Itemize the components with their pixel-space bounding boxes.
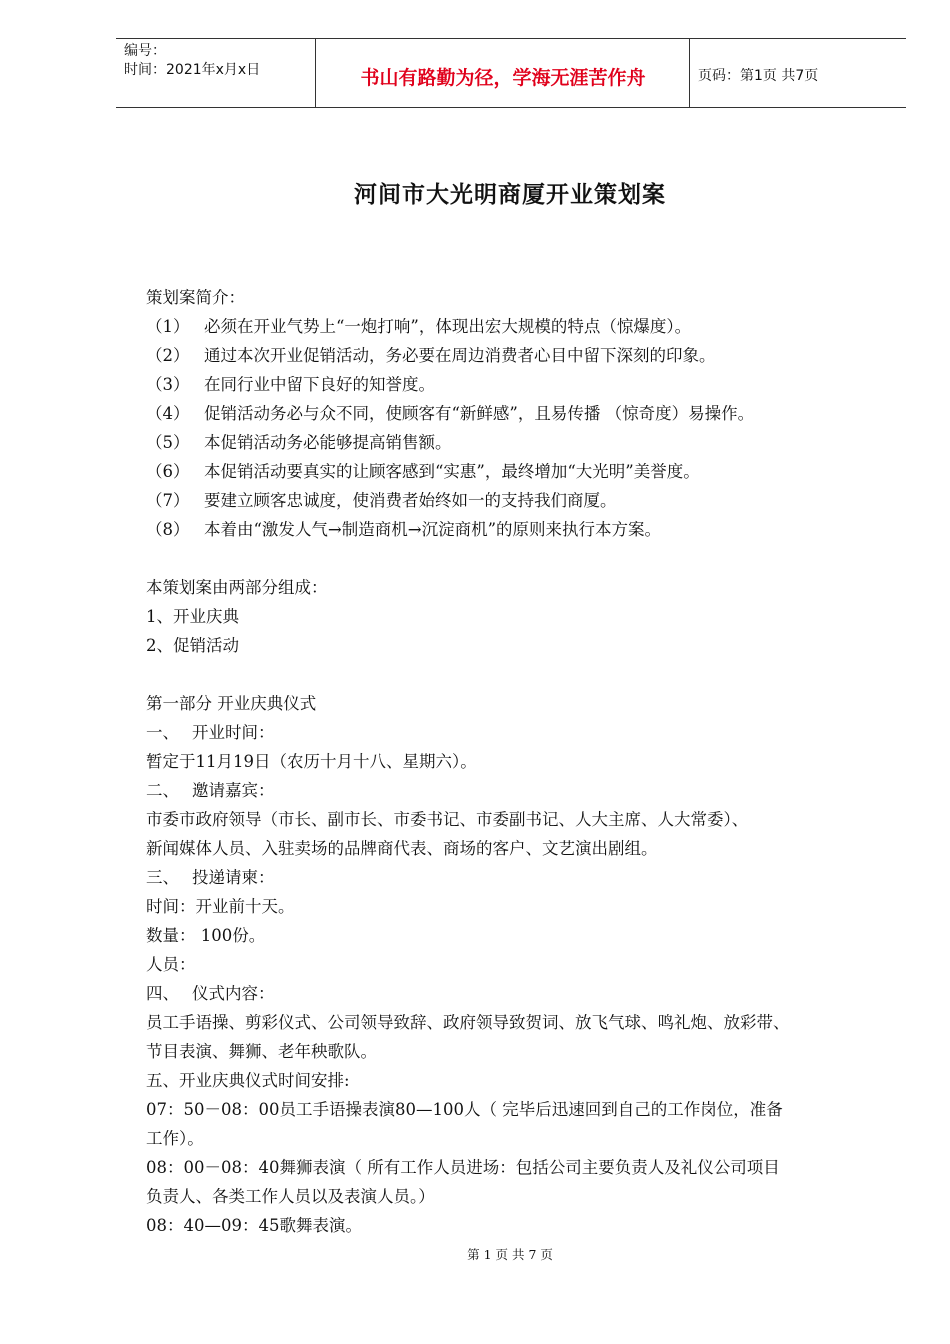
invitation-quantity: 数量： 100份。	[146, 926, 266, 945]
document-body	[146, 283, 891, 1240]
header-date: 时间：2021年x月x日	[124, 62, 261, 78]
document-title: 河间市大光明商厦开业策划案	[354, 182, 666, 208]
section-number: 四、	[146, 984, 179, 1003]
intro-item	[146, 457, 891, 486]
intro-item-number: （1）	[146, 317, 190, 336]
section-number: 三、	[146, 868, 179, 887]
intro-item-number: （4）	[146, 404, 190, 423]
section-title: 开业时间：	[192, 723, 275, 742]
guests-text-line-2: 新闻媒体人员、入驻卖场的品牌商代表、商场的客户、文艺演出剧组。	[146, 839, 658, 858]
schedule-item-1-line-1: 07：50－08：00员工手语操表演80—100人（ 完毕后迅速回到自己的工作岗位，准备	[146, 1100, 783, 1119]
intro-item-text: 在同行业中留下良好的知誉度。	[204, 375, 435, 394]
intro-item	[146, 312, 891, 341]
intro-item-number: （7）	[146, 491, 190, 510]
guests-text-line-1: 市委市政府领导（市长、副市长、市委书记、市委副书记、人大主席、人大常委）、	[146, 810, 749, 829]
intro-item-number: （6）	[146, 462, 190, 481]
section-title: 投递请柬：	[192, 868, 275, 887]
intro-item-text: 本促销活动务必能够提高销售额。	[204, 433, 452, 452]
intro-item-number: （8）	[146, 520, 190, 539]
intro-item-number: （2）	[146, 346, 190, 365]
intro-item	[146, 428, 891, 457]
schedule-item-1-line-2: 工作）。	[146, 1129, 204, 1148]
schedule-item-2-line-1: 08：00－08：40舞狮表演（ 所有工作人员进场：包括公司主要负责人及礼仪公司项目	[146, 1158, 780, 1177]
paragraph-gap	[146, 660, 891, 689]
header-top-rule	[116, 38, 906, 39]
section-title: 仪式内容：	[192, 984, 275, 1003]
schedule-item-2-line-2: 负责人、各类工作人员以及表演人员。）	[146, 1187, 435, 1206]
intro-item	[146, 341, 891, 370]
page-footer: 第 1 页 共 7 页	[467, 1247, 553, 1262]
section-ceremony-content	[146, 979, 891, 1008]
intro-item-text: 促销活动务必与众不同，使顾客有“新鲜感”，且易传播 （惊奇度）易操作。	[204, 404, 755, 423]
ceremony-content-line-2: 节目表演、舞狮、老年秧歌队。	[146, 1042, 377, 1061]
opening-date-text: 暂定于11月19日（农历十月十八、星期六）。	[146, 752, 477, 771]
section-invitations	[146, 863, 891, 892]
intro-item-text: 本促销活动要真实的让顾客感到“实惠”，最终增加“大光明”美誉度。	[204, 462, 700, 481]
section-guests	[146, 776, 891, 805]
page-header	[116, 38, 906, 108]
intro-item-text: 通过本次开业促销活动，务必要在周边消费者心目中留下深刻的印象。	[204, 346, 716, 365]
section-schedule-title: 五、开业庆典仪式时间安排:	[146, 1071, 350, 1090]
paragraph-gap	[146, 544, 891, 573]
intro-item-text: 必须在开业气势上“一炮打响”，体现出宏大规模的特点（惊爆度）。	[204, 317, 692, 336]
intro-item-number: （3）	[146, 375, 190, 394]
header-number-label: 编号：	[124, 43, 166, 59]
part-one-heading: 第一部分 开业庆典仪式	[146, 694, 317, 713]
composition-heading: 本策划案由两部分组成：	[146, 578, 328, 597]
intro-list	[146, 312, 891, 544]
invitation-staff: 人员：	[146, 955, 196, 974]
invitation-time: 时间：开业前十天。	[146, 897, 295, 916]
section-title: 邀请嘉宾：	[192, 781, 275, 800]
intro-item-text: 要建立顾客忠诚度，使消费者始终如一的支持我们商厦。	[204, 491, 617, 510]
composition-part-1: 1、开业庆典	[146, 607, 239, 626]
header-bottom-rule	[116, 107, 906, 108]
section-opening-time	[146, 718, 891, 747]
intro-item	[146, 399, 891, 428]
ceremony-content-line-1: 员工手语操、剪彩仪式、公司领导致辞、政府领导致贺词、放飞气球、鸣礼炮、放彩带、	[146, 1013, 790, 1032]
header-motto: 书山有路勤为径，学海无涯苦作舟	[360, 67, 646, 89]
schedule-item-3: 08：40—09：45歌舞表演。	[146, 1216, 362, 1235]
section-number: 一、	[146, 723, 179, 742]
intro-item-text: 本着由“激发人气→制造商机→沉淀商机”的原则来执行本方案。	[204, 520, 662, 539]
intro-item	[146, 370, 891, 399]
intro-item	[146, 515, 891, 544]
intro-heading: 策划案简介：	[146, 288, 245, 307]
intro-item	[146, 486, 891, 515]
section-number: 二、	[146, 781, 179, 800]
intro-item-number: （5）	[146, 433, 190, 452]
header-meta	[124, 42, 260, 80]
header-page-info: 页码：第1页 共7页	[698, 68, 819, 84]
composition-part-2: 2、促销活动	[146, 636, 239, 655]
